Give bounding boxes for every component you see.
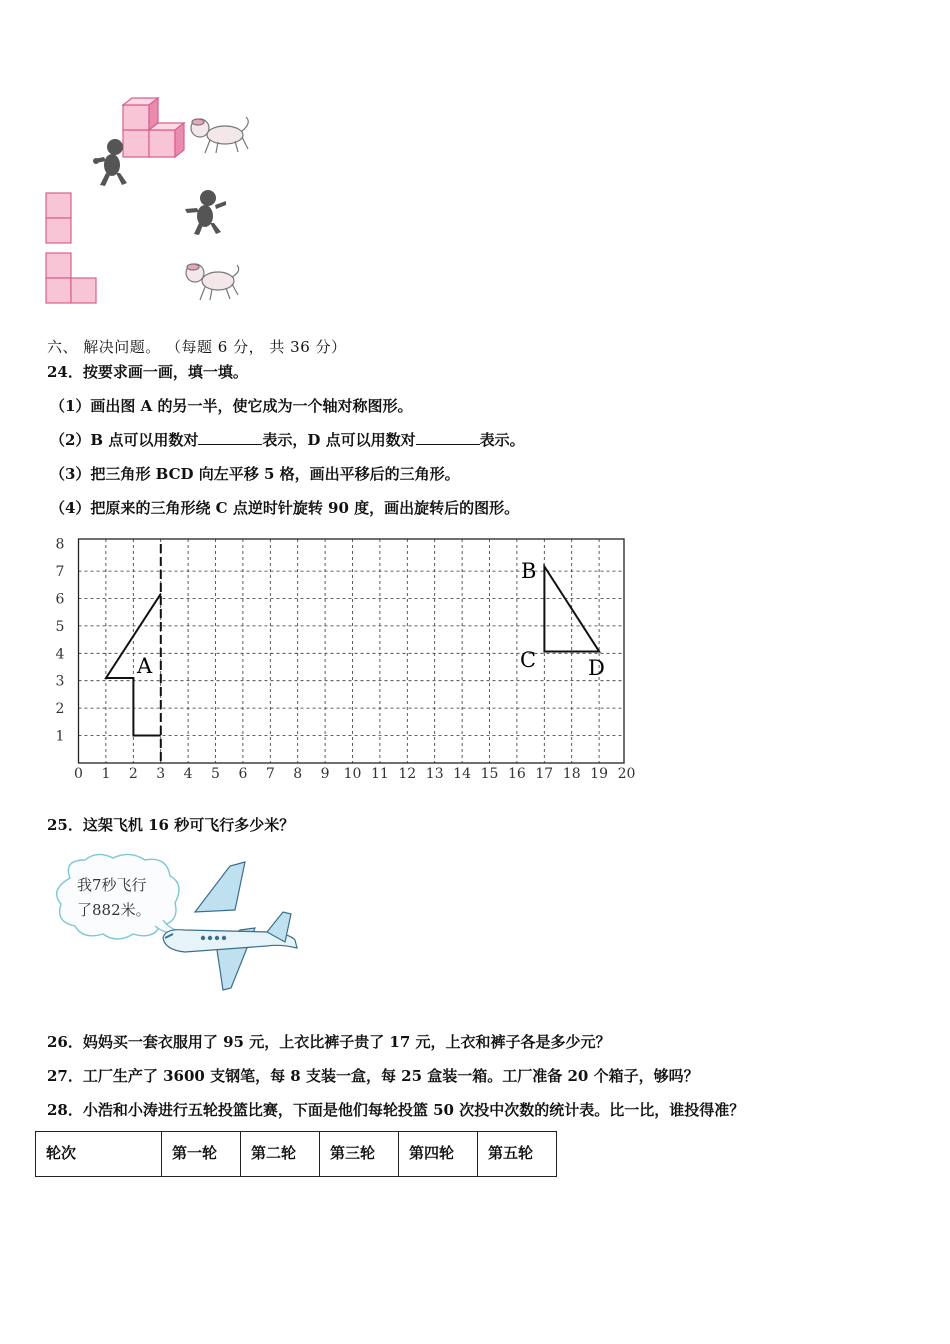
bubble-line-2: 了882米。 <box>77 901 151 919</box>
bubble-line-1: 我7秒飞行 <box>77 876 147 894</box>
x-tick-label: 7 <box>265 766 275 782</box>
dog-figure-2 <box>186 264 239 300</box>
cube-views-illustration <box>40 95 260 310</box>
y-tick-label: 6 <box>55 591 65 608</box>
y-tick-label: 8 <box>55 536 65 553</box>
header-round-5: 第五轮 <box>478 1132 557 1177</box>
dog-figure <box>191 117 248 153</box>
y-tick-label: 3 <box>55 673 65 690</box>
header-round-2: 第二轮 <box>241 1132 320 1177</box>
question-27: 27．工厂生产了 3600 支钢笔，每 8 支装一盒，每 25 盒装一箱。工厂准备 20 个箱子，够吗？ <box>47 1067 699 1085</box>
question-25: 25．这架飞机 16 秒可飞行多少米？ <box>47 816 295 834</box>
question-24-item-2 <box>50 429 525 450</box>
x-tick-label: 10 <box>343 766 362 782</box>
x-tick-label: 3 <box>156 766 166 782</box>
x-tick-label: 20 <box>617 766 636 782</box>
cube-stack <box>123 98 184 157</box>
y-axis-ticks <box>56 537 65 745</box>
label-d: D <box>588 656 605 680</box>
x-tick-label: 6 <box>238 766 248 782</box>
airplane-illustration <box>45 848 305 998</box>
x-tick-label: 18 <box>562 766 581 782</box>
x-tick-label: 1 <box>101 766 111 782</box>
answer-blank-d[interactable] <box>416 430 480 445</box>
question-24-title: 24．按要求画一画，填一填。 <box>47 363 248 381</box>
figure-a-half <box>106 594 161 736</box>
answer-blank-b[interactable] <box>198 430 262 445</box>
y-tick-label: 1 <box>55 728 65 745</box>
y-tick-label: 4 <box>55 646 65 663</box>
side-view-squares <box>46 193 71 243</box>
x-tick-label: 4 <box>183 766 193 782</box>
x-tick-label: 17 <box>535 766 554 782</box>
question-24-item-3: （3）把三角形 BCD 向左平移 5 格，画出平移后的三角形。 <box>50 465 460 483</box>
y-tick-label: 7 <box>55 564 65 581</box>
shooting-stats-table <box>35 1131 557 1177</box>
x-tick-label: 0 <box>74 766 83 782</box>
question-26: 26．妈妈买一套衣服用了 95 元，上衣比裤子贵了 17 元，上衣和裤子各是多少元？ <box>47 1033 611 1051</box>
y-tick-label: 2 <box>55 701 65 718</box>
label-b: B <box>521 559 537 583</box>
label-a: A <box>137 654 153 678</box>
airplane <box>163 862 297 990</box>
header-round: 轮次 <box>36 1132 162 1177</box>
monkey-figure-2 <box>185 190 226 235</box>
coordinate-grid <box>40 530 650 785</box>
y-tick-label: 5 <box>55 618 65 635</box>
x-tick-label: 11 <box>370 766 389 782</box>
top-view-squares <box>46 253 96 303</box>
triangle-bcd <box>544 567 599 652</box>
question-28: 28．小浩和小涛进行五轮投篮比赛，下面是他们每轮投篮 50 次投中次数的统计表。比一比，谁投得准？ <box>47 1101 745 1119</box>
header-round-1: 第一轮 <box>162 1132 241 1177</box>
x-axis-ticks <box>74 766 635 782</box>
x-tick-label: 2 <box>128 766 138 782</box>
x-tick-label: 14 <box>453 766 472 782</box>
header-round-4: 第四轮 <box>399 1132 478 1177</box>
x-tick-label: 13 <box>425 766 444 782</box>
x-tick-label: 12 <box>398 766 417 782</box>
section-header: 六、 解决问题。 （每题 6 分， 共 36 分） <box>47 338 347 356</box>
x-tick-label: 19 <box>590 766 609 782</box>
label-c: C <box>520 648 537 672</box>
question-24-item-1: （1）画出图 A 的另一半，使它成为一个轴对称图形。 <box>50 397 413 415</box>
x-tick-label: 15 <box>480 766 499 782</box>
question-24-item-4: （4）把原来的三角形绕 C 点逆时针旋转 90 度，画出旋转后的图形。 <box>50 499 520 517</box>
x-tick-label: 8 <box>293 766 303 782</box>
header-round-3: 第三轮 <box>320 1132 399 1177</box>
item-2-part-a: （2）B 点可以用数对 <box>50 431 199 449</box>
x-tick-label: 16 <box>507 766 526 782</box>
monkey-figure <box>93 139 127 186</box>
table-header-row <box>36 1132 557 1177</box>
item-2-part-c: 表示。 <box>479 431 525 449</box>
x-tick-label: 5 <box>211 766 220 782</box>
x-tick-label: 9 <box>320 766 330 782</box>
item-2-part-b: 表示，D 点可以用数对 <box>262 431 416 449</box>
